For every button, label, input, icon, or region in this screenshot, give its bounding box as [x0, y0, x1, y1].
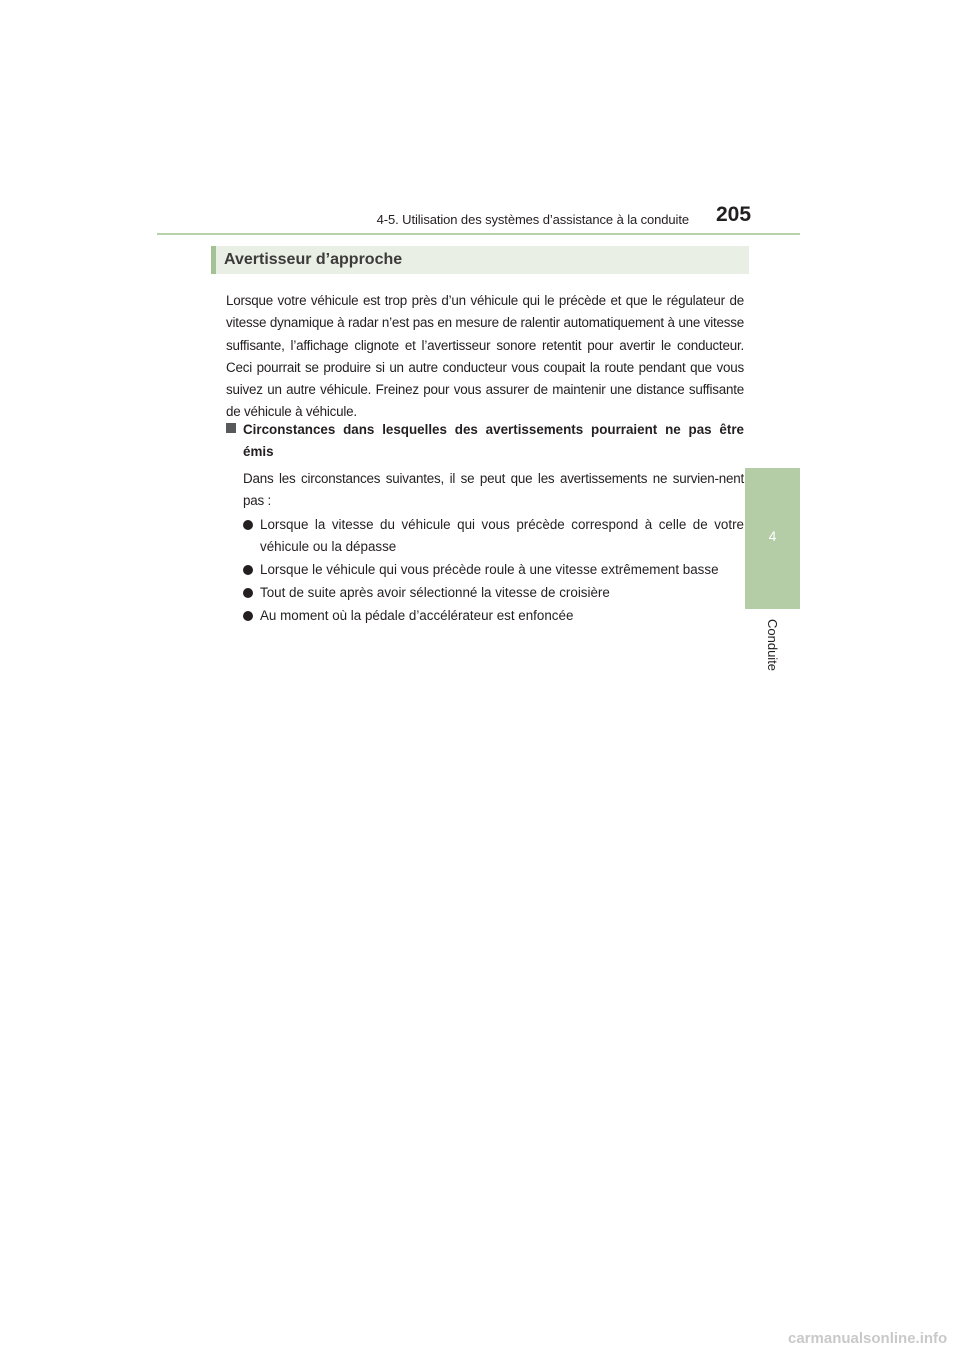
subheading-block — [226, 419, 744, 463]
round-bullet-icon — [243, 565, 253, 575]
chapter-number: 4 — [768, 528, 777, 544]
list-item-text: Au moment où la pédale d’accélérateur est enfoncée — [260, 608, 574, 623]
list-item-text: Lorsque la vitesse du véhicule qui vous précède correspond à celle de votre véhicule ou la dépasse — [260, 517, 744, 554]
section-title: Avertisseur d’approche — [224, 251, 403, 268]
list-item — [243, 514, 744, 558]
chapter-tab — [745, 468, 800, 609]
section-paragraph: Lorsque votre véhicule est trop près d’un véhicule qui le précède et que le régulateur de vitesse dynamique à radar n’est pas en mesure de ralentir automatiquement à une vitesse suffisante, l’affichage clignote et l’avertisseur sonore retentit pour avertir le conducteur. Ceci pourrait se produire si un autre conducteur vous coupait la route pendant que vous suivez un autre véhicule. Freinez pour vous assurer de maintenir une distance suffisante de véhicule à véhicule. — [226, 293, 744, 420]
round-bullet-icon — [243, 588, 253, 598]
circumstances-paragraph: Dans les circonstances suivantes, il se peut que les avertissements ne survien-nent pas : — [243, 471, 744, 508]
round-bullet-icon — [243, 520, 253, 530]
list-item-text: Lorsque le véhicule qui vous précède roule à une vitesse extrêmement basse — [260, 562, 719, 577]
subheading-text: Circonstances dans lesquelles des avertissements pourraient ne pas être émis — [243, 422, 744, 459]
square-bullet-icon — [226, 423, 236, 433]
watermark: carmanualsonline.info — [788, 1330, 948, 1347]
section-header-accent — [211, 246, 216, 274]
header-divider — [157, 233, 800, 235]
running-header-title: 4-5. Utilisation des systèmes d’assistance à la conduite — [376, 212, 689, 227]
chapter-label: Conduite — [765, 619, 780, 672]
list-item — [243, 559, 744, 581]
page-number: 205 — [716, 203, 752, 226]
list-item — [243, 605, 744, 627]
list-item-text: Tout de suite après avoir sélectionné la vitesse de croisière — [260, 585, 610, 600]
round-bullet-icon — [243, 611, 253, 621]
list-item — [243, 582, 744, 604]
section-header — [211, 246, 749, 274]
circumstances-list — [243, 514, 744, 628]
